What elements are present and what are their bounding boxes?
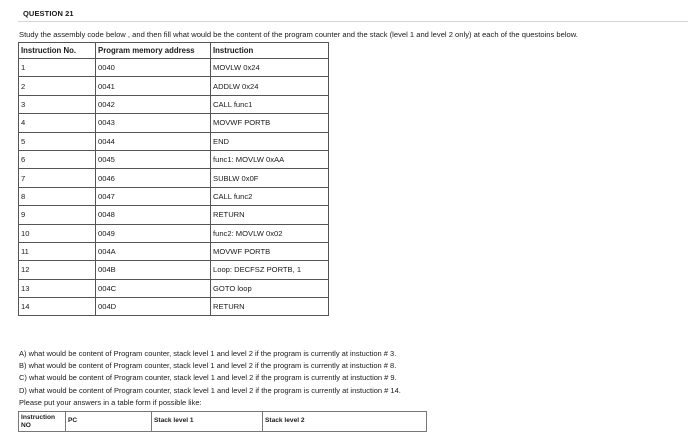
header-instruction: Instruction [211,43,329,59]
cell-memory-address: 0045 [96,150,211,168]
table-row [19,279,329,297]
answer-header-pc: PC [66,412,152,432]
cell-instruction: ADDLW 0x24 [211,77,329,95]
header-instruction-no: Instruction No. [19,43,96,59]
table-body [19,59,329,316]
cell-memory-address: 004C [96,279,211,297]
cell-memory-address: 0041 [96,77,211,95]
cell-memory-address: 0046 [96,169,211,187]
cell-instruction-no: 10 [19,224,96,242]
table-row [19,59,329,77]
cell-memory-address: 004D [96,298,211,316]
cell-memory-address: 0042 [96,95,211,113]
answer-note: Please put your answers in a table form if possible like: [19,397,202,407]
cell-instruction: func2: MOVLW 0x02 [211,224,329,242]
cell-instruction: CALL func2 [211,187,329,205]
answer-header-stack-level-2: Stack level 2 [263,412,427,432]
cell-instruction-no: 4 [19,114,96,132]
cell-instruction: CALL func1 [211,95,329,113]
question-b: B) what would be content of Program counter, stack level 1 and level 2 if the program is currently at instuction # 8. [19,361,397,371]
question-a: A) what would be content of Program counter, stack level 1 and level 2 if the program is currently at instuction # 3. [19,349,397,358]
table-row [19,242,329,260]
answer-header-instruction-line1: Instruction [21,414,56,421]
cell-memory-address: 0040 [96,59,211,77]
table-row [19,95,329,113]
cell-instruction-no: 6 [19,150,96,168]
cell-instruction: MOVWF PORTB [211,242,329,260]
cell-instruction: Loop: DECFSZ PORTB, 1 [211,261,329,279]
cell-instruction: RETURN [211,298,329,316]
questions-block [19,348,401,409]
cell-instruction-no: 12 [19,261,96,279]
cell-instruction: END [211,132,329,150]
cell-instruction-no: 1 [19,59,96,77]
table-row [19,206,329,224]
table-row [19,150,329,168]
question-d: D) what would be content of Program counter, stack level 1 and level 2 if the program is currently at instuction # 14. [19,385,401,395]
cell-instruction: MOVWF PORTB [211,114,329,132]
cell-memory-address: 0043 [96,114,211,132]
cell-instruction: RETURN [211,206,329,224]
cell-instruction: GOTO loop [211,279,329,297]
table-row [19,187,329,205]
cell-instruction-no: 9 [19,206,96,224]
question-c: C) what would be content of Program counter, stack level 1 and level 2 if the program is currently at instuction # 9. [19,373,397,383]
table-row [19,77,329,95]
table-row [19,224,329,242]
cell-instruction-no: 3 [19,95,96,113]
table-row [19,298,329,316]
table-header-row [19,43,329,59]
question-title: QUESTION 21 [23,9,74,18]
table-row [19,132,329,150]
cell-memory-address: 0044 [96,132,211,150]
cell-instruction-no: 8 [19,187,96,205]
cell-instruction: SUBLW 0x0F [211,169,329,187]
table-row [19,261,329,279]
cell-memory-address: 004B [96,261,211,279]
cell-instruction: func1: MOVLW 0xAA [211,150,329,168]
cell-instruction-no: 2 [19,77,96,95]
assembly-code-table [18,42,329,316]
cell-memory-address: 004A [96,242,211,260]
title-divider [18,21,688,22]
cell-instruction-no: 11 [19,242,96,260]
cell-instruction-no: 14 [19,298,96,316]
question-intro: Study the assembly code below , and then fill what would be the content of the program counter and the stack (level 1 and level 2 only) at each of the questoins below. [19,30,578,39]
cell-memory-address: 0047 [96,187,211,205]
answer-header-stack-level-1: Stack level 1 [152,412,263,432]
cell-instruction: MOVLW 0x24 [211,59,329,77]
table-row [19,114,329,132]
table-row [19,169,329,187]
answer-header-instruction-line2: NO [21,422,31,429]
cell-instruction-no: 7 [19,169,96,187]
cell-memory-address: 0049 [96,224,211,242]
cell-instruction-no: 5 [19,132,96,150]
header-program-memory-address: Program memory address [96,43,211,59]
cell-memory-address: 0048 [96,206,211,224]
cell-instruction-no: 13 [19,279,96,297]
